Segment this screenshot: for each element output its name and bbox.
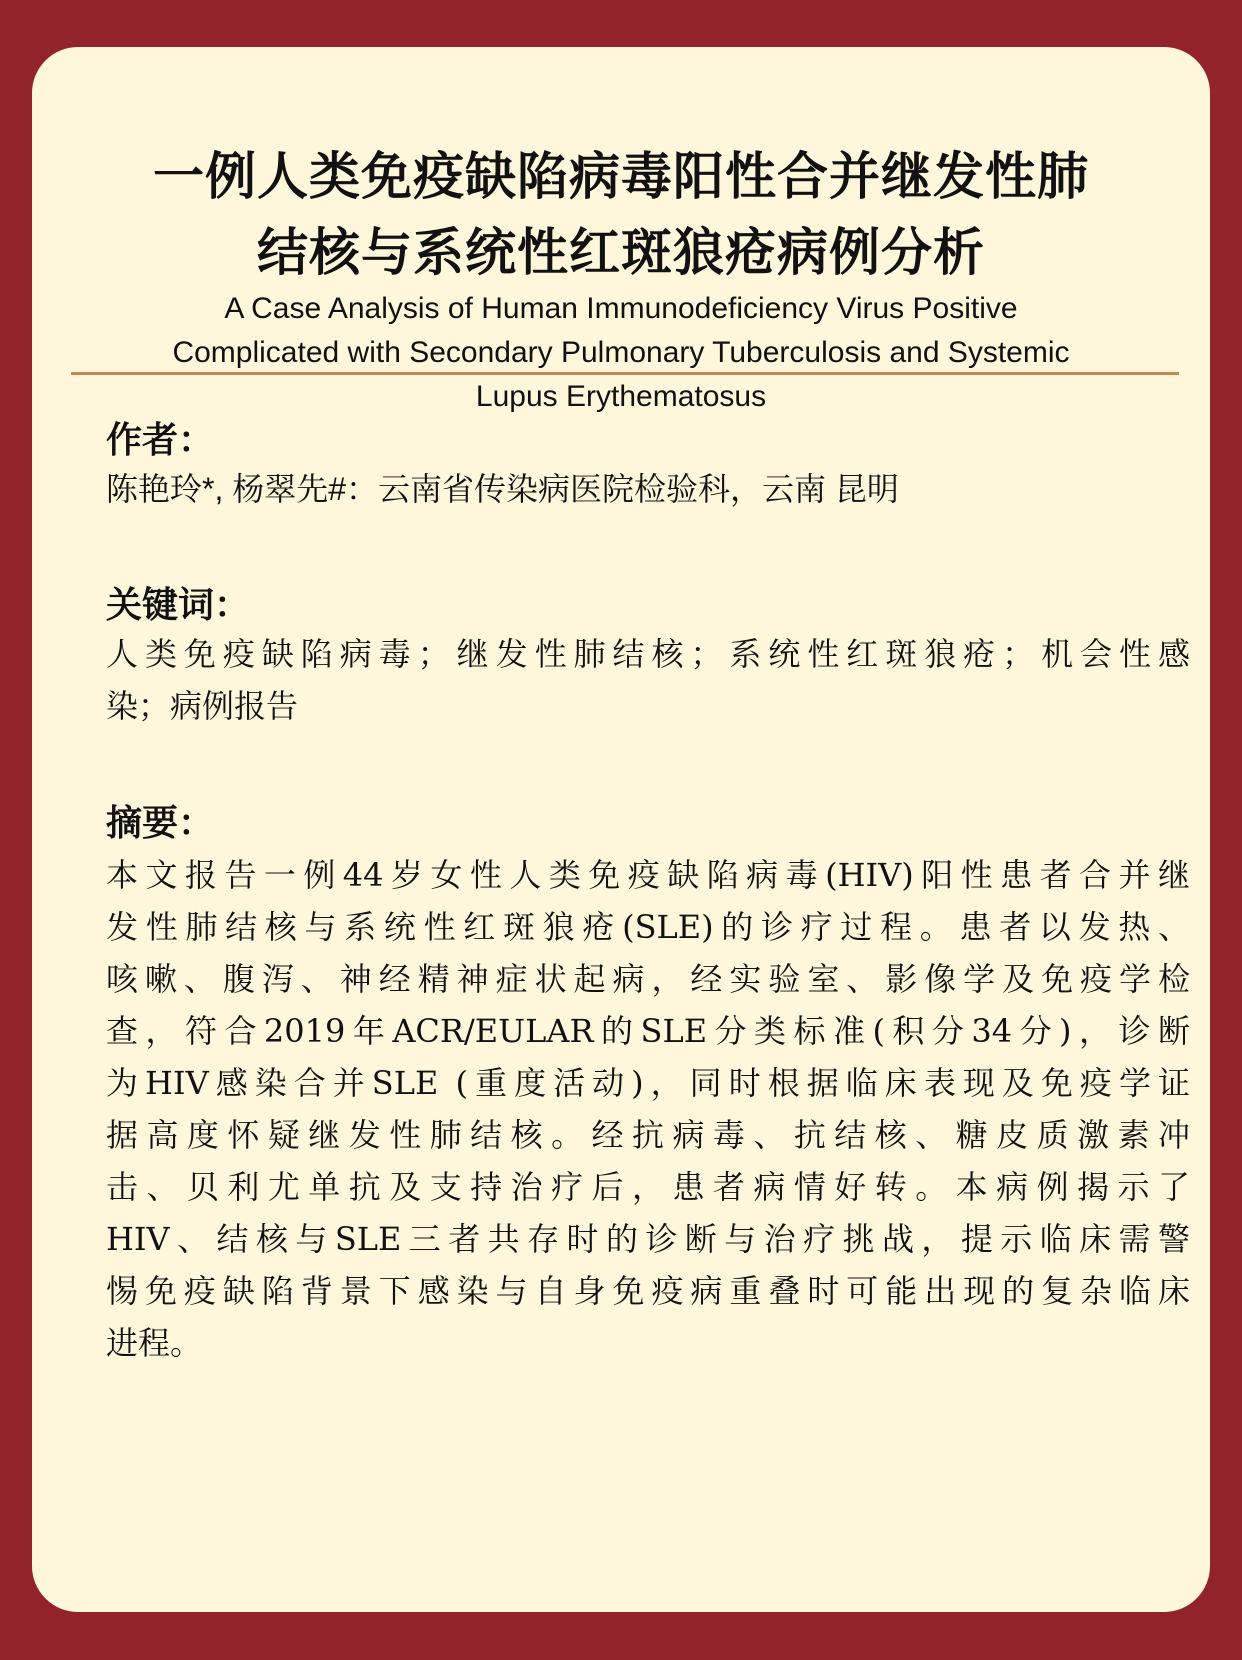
abstract-line: 发性肺结核与系统性红斑狼疮(SLE)的诊疗过程。患者以发热、 (106, 908, 1190, 946)
keywords-line: 人类免疫缺陷病毒；继发性肺结核；系统性红斑狼疮；机会性感 (106, 636, 1190, 672)
abstract-line: HIV、结核与SLE三者共存时的诊断与治疗挑战，提示临床需警 (106, 1220, 1190, 1258)
abstract-text (106, 849, 1190, 1369)
abstract-line: 本文报告一例44岁女性人类免疫缺陷病毒(HIV)阳性患者合并继 (106, 856, 1190, 894)
abstract-heading: 摘要： (106, 802, 215, 843)
abstract-line: 击、贝利尤单抗及支持治疗后，患者病情好转。本病例揭示了 (106, 1168, 1190, 1206)
chinese-title-line: 一例人类免疫缺陷病毒阳性合并继发性肺 (152, 148, 1089, 205)
authors-heading: 作者： (106, 419, 215, 460)
authors-text (106, 463, 899, 515)
english-title (92, 287, 1150, 419)
chinese-title-line: 结核与系统性红斑狼疮病例分析 (256, 224, 985, 281)
english-title-line: Lupus Erythematosus (475, 380, 767, 413)
keywords-line: 染；病例报告 (106, 688, 299, 724)
article-card (32, 47, 1210, 1612)
keywords-heading: 关键词： (106, 584, 251, 625)
authors-line: 陈艳玲*, 杨翠先#：云南省传染病医院检验科，云南 昆明 (106, 471, 899, 507)
title-divider (71, 372, 1179, 375)
abstract-line: 进程。 (106, 1324, 203, 1362)
keywords-text (106, 628, 1190, 732)
abstract-line: 为HIV感染合并SLE (重度活动)，同时根据临床表现及免疫学证 (106, 1064, 1190, 1102)
abstract-line: 查，符合2019年ACR/EULAR的SLE分类标准(积分34分)，诊断 (106, 1012, 1190, 1050)
english-title-line: Complicated with Secondary Pulmonary Tuberculosis and Systemic (172, 336, 1070, 369)
chinese-title (32, 139, 1210, 291)
abstract-line: 咳嗽、腹泻、神经精神症状起病，经实验室、影像学及免疫学检 (106, 960, 1190, 998)
abstract-line: 惕免疫缺陷背景下感染与自身免疫病重叠时可能出现的复杂临床 (106, 1272, 1190, 1310)
english-title-line: A Case Analysis of Human Immunodeficiency Virus Positive (224, 292, 1018, 325)
abstract-line: 据高度怀疑继发性肺结核。经抗病毒、抗结核、糖皮质激素冲 (106, 1116, 1190, 1154)
